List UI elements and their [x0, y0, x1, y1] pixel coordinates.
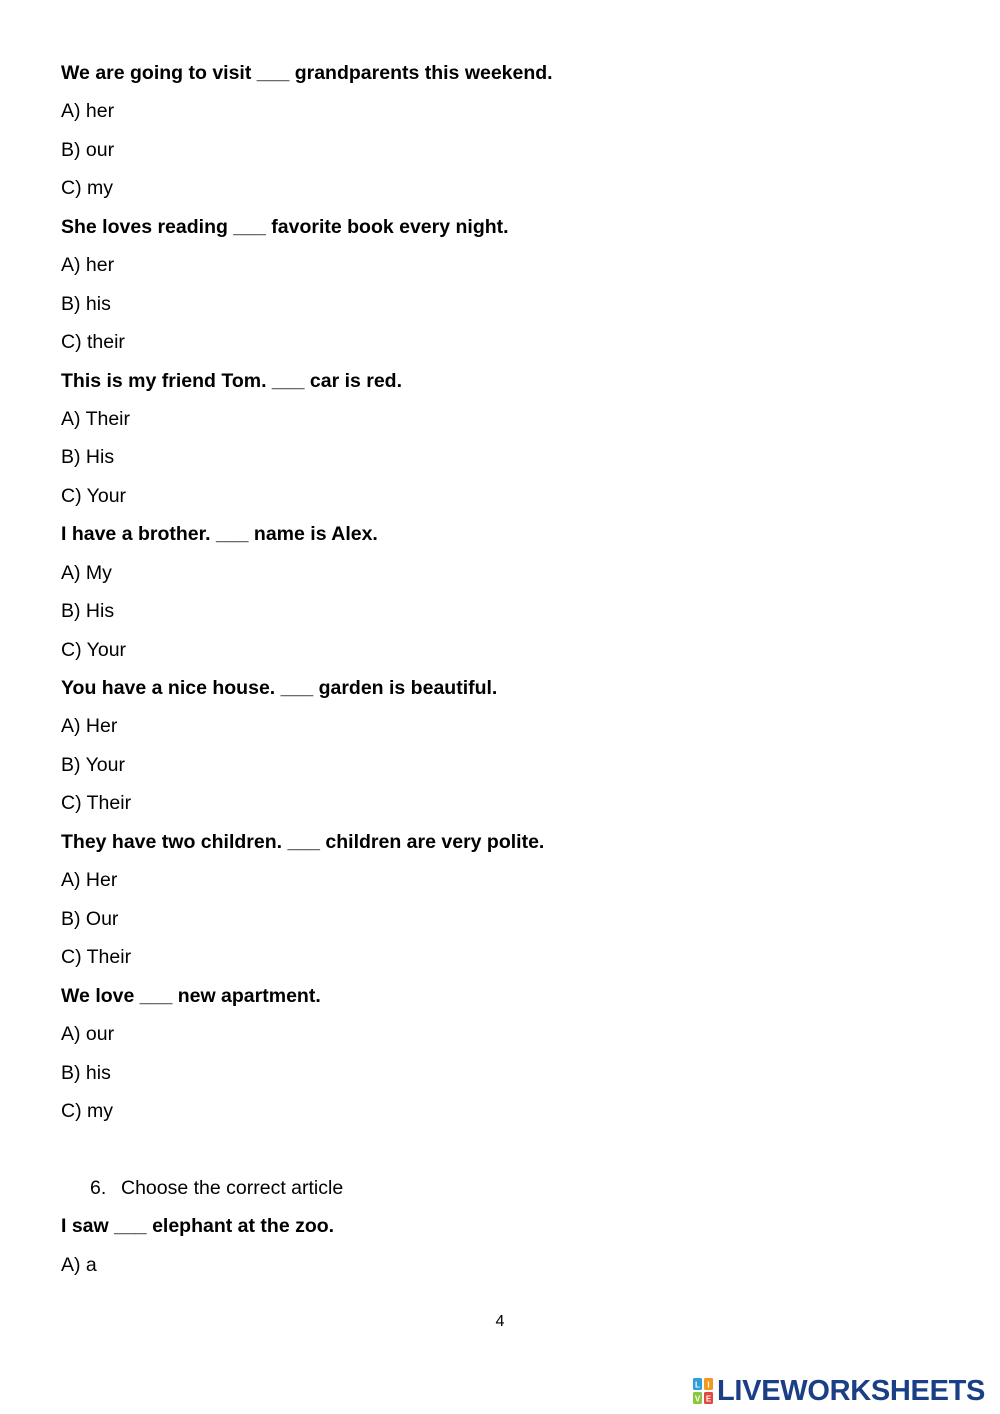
answer-option: B) His [61, 446, 115, 468]
question-text: I saw ___ elephant at the zoo. [61, 1215, 335, 1237]
answer-option: B) Your [61, 754, 125, 776]
answer-option: C) Your [61, 639, 127, 661]
svg-text:I: I [707, 1380, 710, 1390]
answer-option: B) our [61, 139, 115, 161]
answer-option: C) my [61, 1100, 113, 1122]
liveworksheets-logo-icon [692, 1377, 714, 1405]
answer-option: B) his [61, 293, 111, 315]
page-number: 4 [495, 1313, 505, 1330]
svg-text:E: E [705, 1394, 712, 1404]
question-text: She loves reading ___ favorite book every night. [61, 216, 509, 238]
answer-option: C) my [61, 177, 113, 199]
answer-option: C) their [61, 331, 125, 353]
question-text: We love ___ new apartment. [61, 985, 321, 1007]
question-text: I have a brother. ___ name is Alex. [61, 523, 378, 545]
answer-option: B) His [61, 600, 115, 622]
svg-text:L: L [695, 1380, 700, 1390]
question-text: They have two children. ___ children are very polite. [61, 831, 545, 853]
section-number: 6. [90, 1177, 107, 1199]
answer-option: B) Our [61, 908, 119, 930]
answer-option: A) our [61, 1023, 115, 1045]
answer-option: A) Their [61, 408, 130, 430]
answer-option: C) Their [61, 792, 132, 814]
svg-text:V: V [694, 1394, 701, 1404]
section-title: Choose the correct article [121, 1177, 344, 1199]
answer-option: A) her [61, 100, 115, 122]
answer-option: C) Their [61, 946, 132, 968]
question-text: We are going to visit ___ grandparents this weekend. [61, 62, 553, 84]
answer-option: A) Her [61, 715, 118, 737]
answer-option: A) a [61, 1254, 97, 1276]
answer-option: B) his [61, 1062, 111, 1084]
answer-option: A) Her [61, 869, 118, 891]
liveworksheets-logo [692, 1374, 985, 1408]
question-text: You have a nice house. ___ garden is beautiful. [61, 677, 498, 699]
answer-option: A) her [61, 254, 115, 276]
liveworksheets-logo-text: LIVEWORKSHEETS [717, 1375, 986, 1407]
answer-option: A) My [61, 562, 112, 584]
answer-option: C) Your [61, 485, 127, 507]
question-text: This is my friend Tom. ___ car is red. [61, 370, 403, 392]
